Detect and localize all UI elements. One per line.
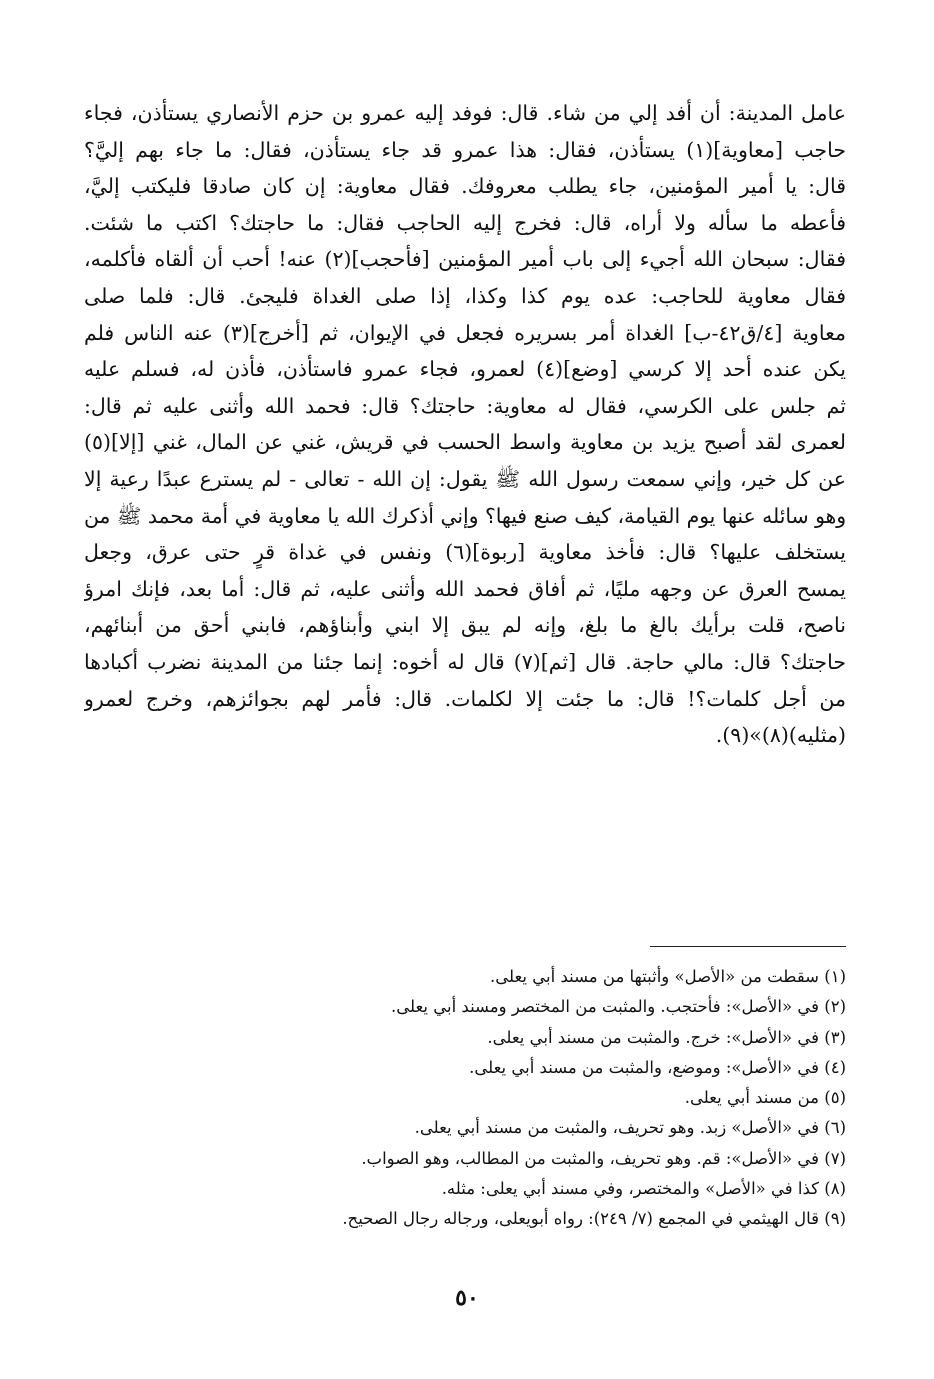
footnote-1: (١) سقطت من «الأصل» وأثبتها من مسند أبي يعلى. [490, 967, 846, 986]
body-line-2: حاجب [معاوية](١) يستأذن، فقال: هذا عمرو قد جاء يستأذن، فقال: ما جاء بهم إليَّ؟ [84, 137, 846, 162]
footnote-6: (٦) في «الأصل» زبد. وهو تحريف، والمثبت من مسند أبي يعلى. [414, 1118, 846, 1138]
footnote-4: (٤) في «الأصل»: وموضع، والمثبت من مسند أبي يعلى. [469, 1057, 846, 1077]
body-line-10: لعمرى لقد أصبح يزيد بن معاوية واسط الحسب في قريش، غني عن المال، غني [إلا](٥) [84, 430, 846, 455]
body-line-8: يكن عنده أحد إلا كرسي [وضع](٤) لعمرو، فجاء عمرو فاستأذن، فأذن له، فسلم عليه [84, 357, 846, 382]
body-line-15: ناصح، قلت برأيك بالغ ما بلغ، وإنه لم يبق إلا ابني وأبناؤهم، فابني أحق من أبنائهم، [84, 613, 846, 638]
footnote-5: (٥) من مسند أبي يعلى. [684, 1088, 846, 1108]
body-line-3: قال: يا أمير المؤمنين، جاء يطلب معروفك. فقال معاوية: إن كان صادقا فليكتب إليَّ، [84, 174, 846, 199]
footnote-separator [650, 946, 846, 947]
body-line-17: من أجل كلمات؟! قال: ما جئت إلا لكلمات. قال: فأمر لهم بجوائزهم، وخرج لعمرو [84, 686, 846, 711]
body-line-9: ثم جلس على الكرسي، فقال له معاوية: حاجتك؟ قال: فحمد الله وأثنى عليه ثم قال: [84, 393, 846, 418]
body-line-14: يمسح العرق عن وجهه مليًا، ثم أفاق فحمد الله وأثنى عليه، ثم قال: أما بعد، فإنك امرؤ [84, 576, 846, 601]
body-line-16: حاجتك؟ قال: مالي حاجة. قال [ثم](٧) قال له أخوه: إنما جئنا من المدينة نضرب أكبادها [84, 649, 846, 674]
body-line-18: (مثليه)(٨)»(٩). [715, 723, 846, 748]
body-line-12: وهو سائله عنها يوم القيامة، كيف صنع فيها؟ وإني أذكرك الله يا معاوية في أمة محمد ﷺ من [84, 503, 846, 528]
footnote-9: (٩) قال الهيثمي في المجمع (٧/ ٢٤٩): رواه أبويعلى، ورجاله رجال الصحيح. [342, 1209, 846, 1229]
footnote-7: (٧) في «الأصل»: قم. وهو تحريف، والمثبت من المطالب، وهو الصواب. [361, 1148, 846, 1168]
body-line-4: فأعطه ما سأله ولا أراه، قال: فخرج إليه الحاجب فقال: ما حاجتك؟ اكتب ما شئت. [84, 210, 846, 235]
footnotes [84, 962, 846, 1235]
body-line-7: معاوية [٤/ق٤٢-ب] الغداة أمر بسريره فجعل في الإيوان، ثم [أخرج](٣) عنه الناس فلم [84, 320, 846, 345]
page-number: ٥٠ [455, 1285, 479, 1311]
footnote-2: (٢) في «الأصل»: فأحتجب. والمثبت من المختصر ومسند أبي يعلى. [390, 997, 846, 1017]
body-line-6: فقال معاوية للحاجب: عده يوم كذا وكذا، إذا صلى الغداة فليجئ. قال: فلما صلى [84, 283, 846, 308]
body-line-11: عن كل خير، وإني سمعت رسول الله ﷺ يقول: إن الله - تعالى - لم يسترع عبدًا رعية إلا [84, 466, 846, 491]
body-line-5: فقال: سبحان الله أجيء إلى باب أمير المؤمنين [فأحجب](٢) عنه! أحب أن ألقاه فأكلمه، [84, 247, 846, 272]
main-text [84, 95, 846, 754]
body-line-13: يستخلف عليها؟ قال: فأخذ معاوية [ربوة](٦) ونفس في غداة قرٍ حتى عرق، وجعل [84, 540, 846, 565]
body-line-1: عامل المدينة: أن أفد إلي من شاء. قال: فوفد إليه عمرو بن حزم الأنصاري يستأذن، فجاء [84, 101, 846, 125]
footnote-8: (٨) كذا في «الأصل» والمختصر، وفي مسند أبي يعلى: مثله. [441, 1179, 846, 1199]
footnote-3: (٣) في «الأصل»: خرج. والمثبت من مسند أبي يعلى. [487, 1027, 846, 1047]
